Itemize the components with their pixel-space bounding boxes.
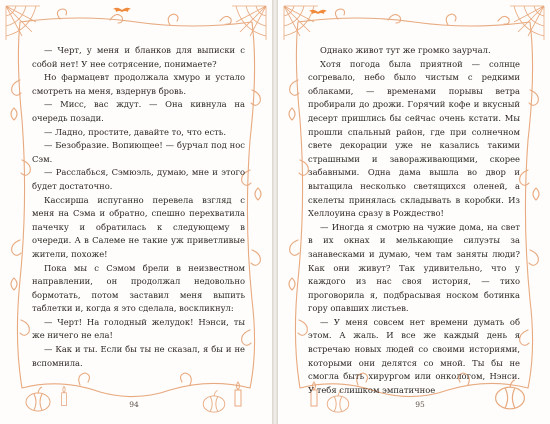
page-text bbox=[32, 44, 245, 370]
page-95 bbox=[278, 0, 550, 424]
paragraph: — Безобразие. Вопиющее! — бурчал под нос Сэм. bbox=[32, 140, 245, 164]
paragraph: Однако живот тут же громко заурчал. bbox=[320, 45, 491, 55]
paragraph: — Черт, у меня и бланков для выписки с собой нет! У нее сотрясение, понимаете? bbox=[32, 45, 245, 69]
page-number: 94 bbox=[129, 400, 139, 409]
paragraph: Пока мы с Сэмом брели в неизвестном направлении, он продолжал недовольно бормотать, потом заставил меня выпить таблетки и, когда я это сделала, воскликнул: bbox=[32, 262, 245, 314]
paragraph: — Как и ты. Если бы ты не сказал, я бы и не вспомнила. bbox=[32, 344, 245, 368]
paragraph: — Черт! На голодный желудок! Нэнси, ты же ничего не ела! bbox=[32, 316, 245, 341]
paragraph: — У меня совсем нет времени думать об этом. А жаль. И все же каждый день я встречаю новых людей со своими историями, которыми они делятся со мной. Ты бы не смогла быть хирургом или онкологом, Нэнси. У тебя слишком эмпатичное bbox=[308, 316, 520, 395]
page-number: 95 bbox=[415, 400, 425, 409]
page-text bbox=[308, 44, 520, 397]
paragraph: — Иногда я смотрю на чужие дома, на свет в их окнах и мелькающие силуэты за занавесками и думаю, чем там заняты люди? Как они живут? Так удивительно, что у каждого из нас своя история, — тихо проговорила я, подбрасывая носком ботинка гору опавших листьев. bbox=[308, 221, 520, 314]
paragraph: — Мисс, вас ждут. — Она кивнула на очередь позади. bbox=[32, 99, 245, 123]
pumpkin-icon bbox=[26, 387, 50, 411]
paragraph: Кассирша испуганно перевела взгляд с меня на Сэма и обратно, спешно перехватила пачечку и обратилась к следующему в очереди. А в Салеме не такие уж приветливые жители, похоже! bbox=[32, 194, 245, 259]
paragraph: Хотя погода была приятной — солнце согревало, небо было чистым с редкими облаками, — временами порывы ветра пробирали до дрожи. Горячий кофе и вкусный десерт пришлись бы сейчас очень кстати. Мы прошли спальный район, где при солнечном свете декорации уже не казались такими страшными и завораживающими, скорее забавными. Одна дама вышла во двор и вытащила несколько светящихся оленей, а скелеты принялась складывать в коробки. Из Хеллоуина сразу в Рождество! bbox=[308, 58, 520, 219]
page-94 bbox=[0, 0, 272, 424]
paragraph: — Ладно, простите, давайте то, что есть. bbox=[44, 126, 226, 137]
paragraph: — Расслабься, Сэмюэль, думаю, мне и этого будет достаточно. bbox=[32, 167, 245, 191]
spiderweb-icon bbox=[510, 6, 544, 40]
spiderweb-icon bbox=[6, 6, 40, 40]
candle-icon bbox=[62, 386, 67, 405]
spiderweb-icon bbox=[232, 6, 266, 40]
pumpkin-icon bbox=[203, 391, 225, 413]
bat-icon bbox=[113, 8, 131, 12]
paragraph: Но фармацевт продолжала хмуро и устало смотреть на меня, вздернув бровь. bbox=[32, 72, 245, 96]
